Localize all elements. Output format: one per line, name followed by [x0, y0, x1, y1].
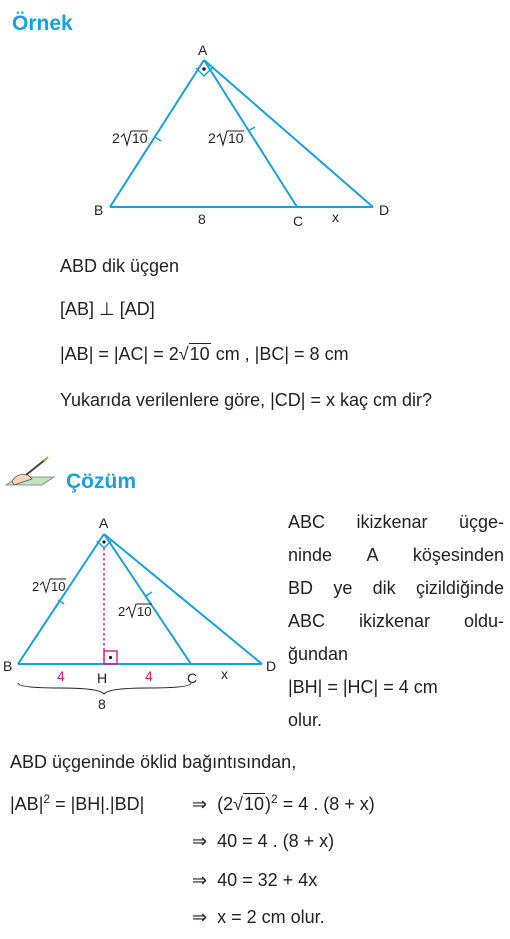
svg-text:10: 10 — [51, 579, 66, 594]
cd-length: x — [221, 666, 228, 682]
implies-arrow: ⇒ — [192, 907, 208, 927]
given-perpendicular: [AB] ⊥ [AD] — [60, 299, 155, 319]
bc-length: 8 — [198, 211, 206, 227]
vertex-h: H — [97, 670, 108, 686]
question: Yukarıda verilenlere göre, |CD| = x kaç cm dir? — [60, 390, 433, 410]
given-right-triangle: ABD dik üçgen — [60, 256, 180, 276]
vertex-a: A — [99, 515, 109, 531]
implies-arrow: ⇒ — [192, 831, 208, 851]
ac-length — [118, 604, 152, 619]
equation-4: ⇒ x = 2 cm olur. — [192, 907, 325, 927]
svg-text:2: 2 — [112, 130, 120, 146]
ab-length — [32, 579, 66, 594]
cd-length: x — [332, 209, 339, 225]
vertex-b: B — [3, 658, 13, 674]
vertex-d: D — [379, 202, 390, 218]
vertex-d: D — [266, 658, 277, 674]
svg-text:2: 2 — [208, 130, 216, 146]
explanation-line-3: BD ye dik çizildiğinde — [288, 578, 504, 598]
svg-text:10: 10 — [132, 130, 148, 146]
explanation-line-6: |BH| = |HC| = 4 cm — [288, 677, 438, 697]
tick-ac — [146, 592, 152, 596]
euclid-intro: ABD üçgeninde öklid bağıntısından, — [10, 752, 297, 772]
svg-text:10: 10 — [228, 130, 244, 146]
explanation-line-7: olur. — [288, 710, 323, 730]
svg-text:2: 2 — [32, 579, 40, 594]
equation-1-lhs: $|AB|^2 = |BH|.|BD|$ — [10, 792, 145, 814]
equation-2: ⇒ 40 = 4 . (8 + x) — [192, 831, 335, 851]
equation-1-rhs: ⇒ $(2√10)^2 = 4$ . (8 + x) — [192, 792, 375, 814]
implies-arrow: ⇒ — [192, 870, 208, 890]
explanation-line-2: ninde A köşesinden — [288, 545, 504, 565]
explanation-line-1: ABC ikizkenar üçge- — [288, 512, 504, 532]
solution-header: Çözüm — [66, 470, 136, 493]
vertex-c: C — [293, 213, 304, 229]
hc-length: 4 — [145, 668, 153, 684]
explanation-line-5: ğundan — [288, 644, 349, 664]
bc-length: 8 — [98, 696, 106, 712]
vertex-c: C — [187, 670, 198, 686]
svg-text:2: 2 — [118, 604, 126, 619]
equation-3: ⇒ 40 = 32 + 4x — [192, 870, 318, 890]
side-ad — [104, 534, 262, 664]
explanation-line-4: ABC ikizkenar oldu- — [288, 611, 504, 631]
implies-arrow: ⇒ — [192, 794, 208, 814]
svg-text:10: 10 — [137, 604, 152, 619]
side-ab — [18, 534, 104, 664]
given-lengths: |AB| = |AC| = 2√10 cm , |BC| = 8 cm — [60, 344, 349, 364]
bh-length: 4 — [57, 668, 65, 684]
solution-triangle-figure — [0, 0, 290, 720]
side-ac — [104, 534, 191, 664]
solution-explanation — [288, 506, 504, 737]
vertex-b: B — [94, 202, 104, 218]
vertex-a: A — [198, 42, 208, 58]
example-header: Örnek — [12, 12, 73, 35]
